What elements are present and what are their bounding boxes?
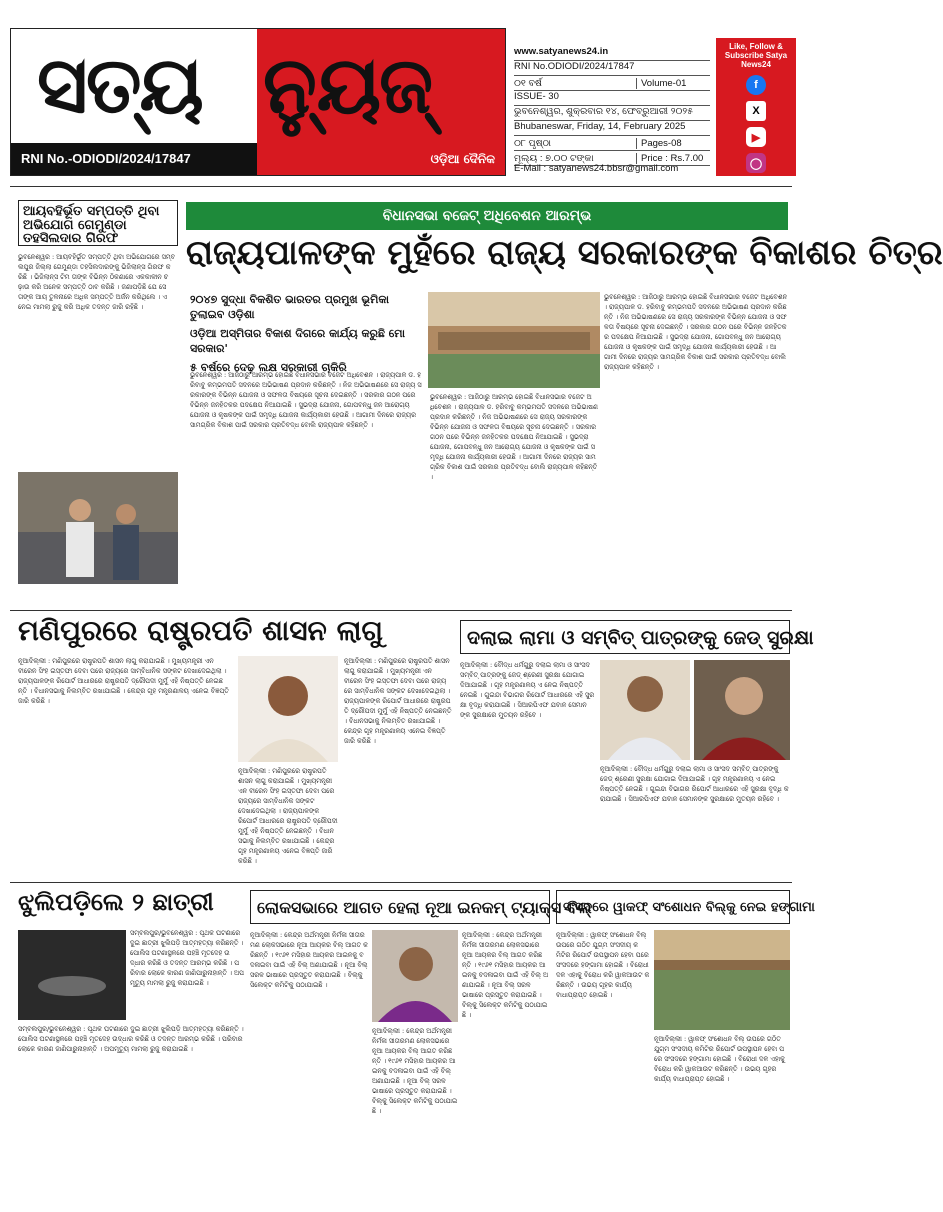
governor-body-col2: ଭୁବନେଶ୍ୱର : ଆଜିଠାରୁ ଆରମ୍ଭ ହୋଇଛି ବିଧାନସଭାର ବଜେଟ ଅଧିବେଶନ । ରାଜ୍ୟପାଳ ଡ. ହରିବାବୁ କମ୍ଭମପତି ସଦନରେ ଅଭିଭାଷଣ ପ୍ରଦାନ କରିଛନ୍ତି । ନିଜ ଅଭିଭାଷଣରେ ସେ ରାଜ୍ୟ ସରକାରଙ୍କ ବିଭିନ୍ନ ଯୋଜନା ଓ ସଫଳତା ବିଷୟରେ ସୂଚନା ଦେଇଛନ୍ତି । ସରକାର ଗଠନ ପରେ ବିଭିନ୍ନ ଜନହିତକର ପଦକ୍ଷେପ ନିଆଯାଇଛି । ସୁଭଦ୍ରା ଯୋଜନା, ଗୋପବନ୍ଧୁ ଜନ ଆରୋଗ୍ୟ ଯୋଜନା ଓ କୃଷକଙ୍କ ପାଇଁ ସମୃଦ୍ଧି ଯୋଜନା କାର୍ଯ୍ୟକାରୀ ହେଉଛି । ଆଗାମୀ ଦିନରେ ରାଜ୍ୟର ସାମଗ୍ରିକ ବିକାଶ ପାଇଁ ସରକାର ପ୍ରତିବଦ୍ଧ ବୋଲି ରାଜ୍ୟପାଳ କହିଛନ୍ତି । <box>430 393 598 481</box>
social-heading: Like, Follow & Subscribe Satya News24 <box>724 42 788 69</box>
income-tax-body-col1: ନୂଆଦିଲ୍ଲୀ : କେନ୍ଦ୍ର ଅର୍ଥମନ୍ତ୍ରୀ ନିର୍ମଳା ସୀତାରମଣ ଲୋକସଭାରେ ନୂଆ ଆୟକର ବିଲ୍ ଆଗତ କରିଛନ୍ତି । ୧୯୬୧ ମସିହାର ଆୟକର ଆଇନକୁ ବଦଳାଇବା ପାଇଁ ଏହି ବିଲ୍ ଅଣାଯାଇଛି । ନୂଆ ବିଲ୍ ସରଳ ଭାଷାରେ ପ୍ରସ୍ତୁତ କରାଯାଇଛି । ବିଲ୍କୁ ସିଲେକ୍ଟ କମିଟିକୁ ପଠାଯାଇଛି । <box>250 931 368 989</box>
budget-session-tag: ବିଧାନସଭା ବଜେଟ୍ ଅଧିବେଶନ ଆରମ୍ଭ <box>186 202 788 230</box>
date-odia: ଭୁବନେଶ୍ୱର, ଶୁକ୍ରବାର ୧୪, ଫେବ୍ରୁଆରୀ ୨୦୨୫ <box>514 106 710 121</box>
students-photo <box>18 930 126 1020</box>
email-contact[interactable]: E-Mail : satyanews24.bbsr@gmail.com <box>514 163 679 174</box>
people-photo-icon <box>18 472 178 584</box>
section-divider-1 <box>10 610 792 611</box>
governor-headline[interactable]: ରାଜ୍ୟପାଳଙ୍କ ମୁହଁରେ ରାଜ୍ୟ ସରକାରଙ୍କ ବିକାଶର ଚିତ୍ର <box>186 233 943 273</box>
governor-body-col1: ଭୁବନେଶ୍ୱର : ଆଜିଠାରୁ ଆରମ୍ଭ ହୋଇଛି ବିଧାନସଭାର ବଜେଟ ଅଧିବେଶନ । ରାଜ୍ୟପାଳ ଡ. ହରିବାବୁ କମ୍ଭମପତି ସଦନରେ ଅଭିଭାଷଣ ପ୍ରଦାନ କରିଛନ୍ତି । ନିଜ ଅଭିଭାଷଣରେ ସେ ରାଜ୍ୟ ସରକାରଙ୍କ ବିଭିନ୍ନ ଯୋଜନା ଓ ସଫଳତା ବିଷୟରେ ସୂଚନା ଦେଇଛନ୍ତି । ସରକାର ଗଠନ ପରେ ବିଭିନ୍ନ ଜନହିତକର ପଦକ୍ଷେପ ନିଆଯାଇଛି । ସୁଭଦ୍ରା ଯୋଜନା, ଗୋପବନ୍ଧୁ ଜନ ଆରୋଗ୍ୟ ଯୋଜନା ଓ କୃଷକଙ୍କ ପାଇଁ ସମୃଦ୍ଧି ଯୋଜନା କାର୍ଯ୍ୟକାରୀ ହେଉଛି । ଆଗାମୀ ଦିନରେ ରାଜ୍ୟର ସାମଗ୍ରିକ ବିକାଶ ପାଇଁ ସରକାର ପ୍ରତିବଦ୍ଧ ବୋଲି ରାଜ୍ୟପାଳ କହିଛନ୍ତି । <box>190 371 422 429</box>
parliament-photo <box>654 930 790 1030</box>
price: Price : Rs.7.00 <box>636 153 710 164</box>
website-link[interactable]: www.satyanews24.in <box>514 46 710 61</box>
dalai-body-col1: ନୂଆଦିଲ୍ଲୀ : ବୌଦ୍ଧ ଧର୍ମଗୁରୁ ଦଲାଇ ଲାମା ଓ ସାଂସଦ ସମ୍ବିତ୍ ପାତ୍ରଙ୍କୁ ଜେଡ୍ ଶ୍ରେଣୀ ସୁରକ୍ଷା ଯୋଗାଇ ଦିଆଯାଇଛି । ଗୃହ ମନ୍ତ୍ରଣାଳୟ ଏ ନେଇ ନିଷ୍ପତ୍ତି ନେଇଛି । ଗୁଇନ୍ଦା ବିଭାଗର ରିପୋର୍ଟ ଆଧାରରେ ଏହି ସୁରକ୍ଷା ବୃଦ୍ଧି କରାଯାଇଛି । ସିଆରପିଏଫ ଯବାନ ସେମାନଙ୍କ ସୁରକ୍ଷାରେ ମୁତୟନ ରହିବେ । <box>460 661 595 719</box>
masthead-title-part1: ସତ୍ୟ <box>37 41 202 131</box>
issue-number: ISSUE- 30 <box>514 91 710 106</box>
dalai-headline[interactable]: ଦଲାଇ ଲାମା ଓ ସମ୍ବିତ୍ ପାତ୍ରଙ୍କୁ ଜେଡ୍ ସୁରକ୍ଷା <box>467 627 814 649</box>
income-tax-headline-box <box>250 890 592 924</box>
portrait-icon <box>238 656 338 762</box>
masthead-divider <box>10 186 792 187</box>
manipur-body-col2: ନୂଆଦିଲ୍ଲୀ : ମଣିପୁରରେ ରାଷ୍ଟ୍ରପତି ଶାସନ ଲାଗୁ କରାଯାଇଛି । ମୁଖ୍ୟମନ୍ତ୍ରୀ ଏନ ବୀରେନ ସିଂହ ଇସ୍ତଫା ଦେବା ପରେ ରାଜ୍ୟରେ ସାମ୍ବିଧାନିକ ସଙ୍କଟ ଦେଖାଦେଇଥିଲା । ରାଜ୍ୟପାଳଙ୍କ ରିପୋର୍ଟ ଆଧାରରେ ରାଷ୍ଟ୍ରପତି ଦ୍ରୌପଦୀ ମୁର୍ମୁ ଏହି ନିଷ୍ପତ୍ତି ନେଇଛନ୍ତି । ବିଧାନସଭାକୁ ନିଲମ୍ବିତ ରଖାଯାଇଛି । କେନ୍ଦ୍ର ଗୃହ ମନ୍ତ୍ରଣାଳୟ ଏନେଇ ବିଜ୍ଞପ୍ତି ଜାରି କରିଛି । <box>238 767 338 865</box>
year-volume-row <box>514 76 710 91</box>
masthead-logo-left <box>11 29 257 175</box>
students-body-col2: ସମ୍ବଲପୁର/ଭୁବନେଶ୍ୱର : ପୃଥକ ଘଟଣାରେ ଦୁଇ ଛାତ୍ରୀ ଝୁଲିପଡ଼ି ଆତ୍ମହତ୍ୟା କରିଛନ୍ତି । ପୋଲିସ ଘଟଣାସ୍ଥଳରେ ପହଞ୍ଚି ମୃତଦେହ ଉଦ୍ଧାର କରିଛି ଓ ତଦନ୍ତ ଆରମ୍ଭ କରିଛି । ପରିବାର ଲୋକେ କାରଣ ଜାଣିପାରୁନାହାନ୍ତି । ଅପମୃତ୍ୟୁ ମାମଲା ରୁଜୁ କରାଯାଇଛି । <box>18 1025 244 1053</box>
assembly-hall-icon <box>428 292 600 388</box>
tahasildar-photo <box>18 472 178 584</box>
edition-tag: ଓଡ଼ିଆ ଦୈନିକ <box>430 152 495 166</box>
issue-info <box>514 46 710 166</box>
masthead-rni: RNI No.-ODIODI/2024/17847 <box>11 143 257 175</box>
dalai-lama-photo <box>694 660 790 760</box>
bullet-2: ଓଡ଼ିଆ ଅସ୍ମିତାର ବିକାଶ ଦିଗରେ କାର୍ଯ୍ୟ କରୁଛି ମୋ ସରକାର' <box>190 327 405 355</box>
manipur-headline[interactable]: ମଣିପୁରରେ ରାଷ୍ଟ୍ରପତି ଶାସନ ଲାଗୁ <box>18 614 383 647</box>
manipur-body-col1: ନୂଆଦିଲ୍ଲୀ : ମଣିପୁରରେ ରାଷ୍ଟ୍ରପତି ଶାସନ ଲାଗୁ କରାଯାଇଛି । ମୁଖ୍ୟମନ୍ତ୍ରୀ ଏନ ବୀରେନ ସିଂହ ଇସ୍ତଫା ଦେବା ପରେ ରାଜ୍ୟରେ ସାମ୍ବିଧାନିକ ସଙ୍କଟ ଦେଖାଦେଇଥିଲା । ରାଜ୍ୟପାଳଙ୍କ ରିପୋର୍ଟ ଆଧାରରେ ରାଷ୍ଟ୍ରପତି ଦ୍ରୌପଦୀ ମୁର୍ମୁ ଏହି ନିଷ୍ପତ୍ତି ନେଇଛନ୍ତି । ବିଧାନସଭାକୁ ନିଲମ୍ବିତ ରଖାଯାଇଛି । କେନ୍ଦ୍ର ଗୃହ ମନ୍ତ୍ରଣାଳୟ ଏନେଇ ବିଜ୍ଞପ୍ତି ଜାରି କରିଛି । <box>18 657 229 705</box>
parliament-hall-icon <box>654 930 790 1030</box>
youtube-icon[interactable]: ▶ <box>746 127 766 147</box>
pages-row <box>514 136 710 151</box>
finance-minister-photo <box>372 930 458 1022</box>
portrait-icon <box>600 660 690 760</box>
portrait-icon <box>694 660 790 760</box>
dalai-headline-box <box>460 620 814 654</box>
pages: Pages-08 <box>636 138 710 149</box>
sambit-photo <box>600 660 690 760</box>
facebook-icon[interactable]: f <box>746 75 766 95</box>
section-divider-2 <box>10 882 792 883</box>
manipur-body-col3: ନୂଆଦିଲ୍ଲୀ : ମଣିପୁରରେ ରାଷ୍ଟ୍ରପତି ଶାସନ ଲାଗୁ କରାଯାଇଛି । ମୁଖ୍ୟମନ୍ତ୍ରୀ ଏନ ବୀରେନ ସିଂହ ଇସ୍ତଫା ଦେବା ପରେ ରାଜ୍ୟରେ ସାମ୍ବିଧାନିକ ସଙ୍କଟ ଦେଖାଦେଇଥିଲା । ରାଜ୍ୟପାଳଙ୍କ ରିପୋର୍ଟ ଆଧାରରେ ରାଷ୍ଟ୍ରପତି ଦ୍ରୌପଦୀ ମୁର୍ମୁ ଏହି ନିଷ୍ପତ୍ତି ନେଇଛନ୍ତି । ବିଧାନସଭାକୁ ନିଲମ୍ବିତ ରଖାଯାଇଛି । କେନ୍ଦ୍ର ଗୃହ ମନ୍ତ୍ରଣାଳୟ ଏନେଇ ବିଜ୍ଞପ୍ତି ଜାରି କରିଛି । <box>344 657 452 745</box>
pages-odia: ୦୮ ପୃଷ୍ଠା <box>514 137 552 149</box>
students-body-col1: ସମ୍ବଲପୁର/ଭୁବନେଶ୍ୱର : ପୃଥକ ଘଟଣାରେ ଦୁଇ ଛାତ୍ରୀ ଝୁଲିପଡ଼ି ଆତ୍ମହତ୍ୟା କରିଛନ୍ତି । ପୋଲିସ ଘଟଣାସ୍ଥଳରେ ପହଞ୍ଚି ମୃତଦେହ ଉଦ୍ଧାର କରିଛି ଓ ତଦନ୍ତ ଆରମ୍ଭ କରିଛି । ପରିବାର ଲୋକେ କାରଣ ଜାଣିପାରୁନାହାନ୍ତି । ଅପମୃତ୍ୟୁ ମାମଲା ରୁଜୁ କରାଯାଇଛି । <box>130 929 244 987</box>
income-tax-headline[interactable]: ଲୋକସଭାରେ ଆଗତ ହେଲା ନୂଆ ଇନକମ୍ ଟ୍ୟାକ୍ସ ବିଲ୍ <box>257 898 592 917</box>
waqf-headline-box <box>556 890 815 924</box>
president-photo <box>238 656 338 762</box>
income-tax-body-col2: ନୂଆଦିଲ୍ଲୀ : କେନ୍ଦ୍ର ଅର୍ଥମନ୍ତ୍ରୀ ନିର୍ମଳା ସୀତାରମଣ ଲୋକସଭାରେ ନୂଆ ଆୟକର ବିଲ୍ ଆଗତ କରିଛନ୍ତି । ୧୯୬୧ ମସିହାର ଆୟକର ଆଇନକୁ ବଦଳାଇବା ପାଇଁ ଏହି ବିଲ୍ ଅଣାଯାଇଛି । ନୂଆ ବିଲ୍ ସରଳ ଭାଷାରେ ପ୍ରସ୍ତୁତ କରାଯାଇଛି । ବିଲ୍କୁ ସିଲେକ୍ଟ କମିଟିକୁ ପଠାଯାଇଛି । <box>372 1027 458 1115</box>
bullet-1: ୨୦୪୭ ସୁଦ୍ଧା ବିକଶିତ ଭାରତର ପ୍ରମୁଖ ଭୂମିକା ତୁଲାଇବ ଓଡ଼ିଶା <box>190 293 389 321</box>
students-headline[interactable]: ଝୁଲିପଡ଼ିଲେ ୨ ଛାତ୍ରୀ <box>18 888 214 916</box>
masthead-title-part2: ନ୍ୟୁଜ୍ <box>263 41 431 131</box>
assembly-photo <box>428 292 600 388</box>
volume: Volume-01 <box>636 78 710 89</box>
dalai-body-col2: ନୂଆଦିଲ୍ଲୀ : ବୌଦ୍ଧ ଧର୍ମଗୁରୁ ଦଲାଇ ଲାମା ଓ ସାଂସଦ ସମ୍ବିତ୍ ପାତ୍ରଙ୍କୁ ଜେଡ୍ ଶ୍ରେଣୀ ସୁରକ୍ଷା ଯୋଗାଇ ଦିଆଯାଇଛି । ଗୃହ ମନ୍ତ୍ରଣାଳୟ ଏ ନେଇ ନିଷ୍ପତ୍ତି ନେଇଛି । ଗୁଇନ୍ଦା ବିଭାଗର ରିପୋର୍ଟ ଆଧାରରେ ଏହି ସୁରକ୍ଷା ବୃଦ୍ଧି କରାଯାଇଛି । ସିଆରପିଏଫ ଯବାନ ସେମାନଙ୍କ ସୁରକ୍ଷାରେ ମୁତୟନ ରହିବେ । <box>600 765 789 803</box>
waqf-headline[interactable]: ସଂସଦରେ ୱାକଫ୍ ସଂଶୋଧନ ବିଲ୍କୁ ନେଇ ହଙ୍ଗାମା <box>563 900 815 915</box>
portrait-icon <box>372 930 458 1022</box>
x-icon[interactable]: X <box>746 101 766 121</box>
left-story-body: ଭୁବନେଶ୍ୱର : ଆୟବହିର୍ଭୂତ ସମ୍ପତ୍ତି ଥିବା ଅଭିଯୋଗରେ ସମ୍ବଲପୁର ଜିଲ୍ଲା ଗେମୁଣ୍ଡା ତହସିଲଦାରଙ୍କୁ ଭିଜିଲାନ୍ସ ଗିରଫ କରିଛି । ଭିଜିଲାନ୍ସ ଟିମ ତାଙ୍କ ବିଭିନ୍ନ ଠିକଣାରେ ଏକକାଳୀନ ଚଢ଼ାଉ କରି ଅନେକ ସମ୍ପତ୍ତି ଠାବ କରିଛି । ଜଣାପଡ଼ିଛି ଯେ ସେ ତାଙ୍କ ଆୟ ତୁଳନାରେ ଅଧିକ ସମ୍ପତ୍ତି ଅର୍ଜନ କରିଥିଲେ । ଏନେଇ ମାମଲା ରୁଜୁ କରି ଅଧିକ ତଦନ୍ତ ଜାରି ରହିଛି । <box>18 253 176 311</box>
governor-bullets <box>190 292 422 374</box>
dark-photo-icon <box>18 930 126 1020</box>
year: ୦୧ ବର୍ଷ <box>514 77 542 89</box>
income-tax-body-col3: ନୂଆଦିଲ୍ଲୀ : କେନ୍ଦ୍ର ଅର୍ଥମନ୍ତ୍ରୀ ନିର୍ମଳା ସୀତାରମଣ ଲୋକସଭାରେ ନୂଆ ଆୟକର ବିଲ୍ ଆଗତ କରିଛନ୍ତି । ୧୯୬୧ ମସିହାର ଆୟକର ଆଇନକୁ ବଦଳାଇବା ପାଇଁ ଏହି ବିଲ୍ ଅଣାଯାଇଛି । ନୂଆ ବିଲ୍ ସରଳ ଭାଷାରେ ପ୍ରସ୍ତୁତ କରାଯାଇଛି । ବିଲ୍କୁ ସିଲେକ୍ଟ କମିଟିକୁ ପଠାଯାଇଛି । <box>462 931 549 1019</box>
social-panel <box>716 38 796 176</box>
masthead <box>10 28 506 176</box>
masthead-logo-right <box>257 29 505 175</box>
rni-number: RNI No.ODIODI/2024/17847 <box>514 61 710 76</box>
date-english: Bhubaneswar, Friday, 14, February 2025 <box>514 121 710 136</box>
price-odia: ମୂଲ୍ୟ : ୭.୦୦ ଟଙ୍କା <box>514 152 594 164</box>
waqf-body-col1: ନୂଆଦିଲ୍ଲୀ : ୱାକଫ୍ ସଂଶୋଧନ ବିଲ୍ ଉପରେ ଗଠିତ ଯୁଗ୍ମ ସଂସଦୀୟ କମିଟିର ରିପୋର୍ଟ ଉପସ୍ଥାପନ ହେବା ପରେ ସଂସଦରେ ହଙ୍ଗାମା ହୋଇଛି । ବିରୋଧୀ ଦଳ ଏହାକୁ ବିରୋଧ କରି ୱାକଆଉଟ କରିଛନ୍ତି । ଉଭୟ ଗୃହର କାର୍ଯ୍ୟ ବାଧାପ୍ରାପ୍ତ ହୋଇଛି । <box>556 931 650 999</box>
governor-body-col3: ଭୁବନେଶ୍ୱର : ଆଜିଠାରୁ ଆରମ୍ଭ ହୋଇଛି ବିଧାନସଭାର ବଜେଟ ଅଧିବେଶନ । ରାଜ୍ୟପାଳ ଡ. ହରିବାବୁ କମ୍ଭମପତି ସଦନରେ ଅଭିଭାଷଣ ପ୍ରଦାନ କରିଛନ୍ତି । ନିଜ ଅଭିଭାଷଣରେ ସେ ରାଜ୍ୟ ସରକାରଙ୍କ ବିଭିନ୍ନ ଯୋଜନା ଓ ସଫଳତା ବିଷୟରେ ସୂଚନା ଦେଇଛନ୍ତି । ସରକାର ଗଠନ ପରେ ବିଭିନ୍ନ ଜନହିତକର ପଦକ୍ଷେପ ନିଆଯାଇଛି । ସୁଭଦ୍ରା ଯୋଜନା, ଗୋପବନ୍ଧୁ ଜନ ଆରୋଗ୍ୟ ଯୋଜନା ଓ କୃଷକଙ୍କ ପାଇଁ ସମୃଦ୍ଧି ଯୋଜନା କାର୍ଯ୍ୟକାରୀ ହେଉଛି । ଆଗାମୀ ଦିନରେ ରାଜ୍ୟର ସାମଗ୍ରିକ ବିକାଶ ପାଇଁ ସରକାର ପ୍ରତିବଦ୍ଧ ବୋଲି ରାଜ୍ୟପାଳ କହିଛନ୍ତି । <box>604 293 788 371</box>
bullet-3: ୫ ବର୍ଷରେ ଦେଢ଼ ଲକ୍ଷ ସରକାରୀ ଚାକିରି <box>190 361 347 374</box>
left-story-headline[interactable]: ଆୟବହିର୍ଭୂତ ସମ୍ପତ୍ତି ଥିବା ଅଭିଯୋଗ ଗେମୁଣ୍ଡା ତହସିଲଦାର ଗିରଫ <box>23 204 160 247</box>
waqf-body-col2: ନୂଆଦିଲ୍ଲୀ : ୱାକଫ୍ ସଂଶୋଧନ ବିଲ୍ ଉପରେ ଗଠିତ ଯୁଗ୍ମ ସଂସଦୀୟ କମିଟିର ରିପୋର୍ଟ ଉପସ୍ଥାପନ ହେବା ପରେ ସଂସଦରେ ହଙ୍ଗାମା ହୋଇଛି । ବିରୋଧୀ ଦଳ ଏହାକୁ ବିରୋଧ କରି ୱାକଆଉଟ କରିଛନ୍ତି । ଉଭୟ ଗୃହର କାର୍ଯ୍ୟ ବାଧାପ୍ରାପ୍ତ ହୋଇଛି । <box>654 1035 785 1083</box>
left-story-headline-box <box>18 200 178 246</box>
instagram-icon[interactable]: ◯ <box>746 153 766 173</box>
